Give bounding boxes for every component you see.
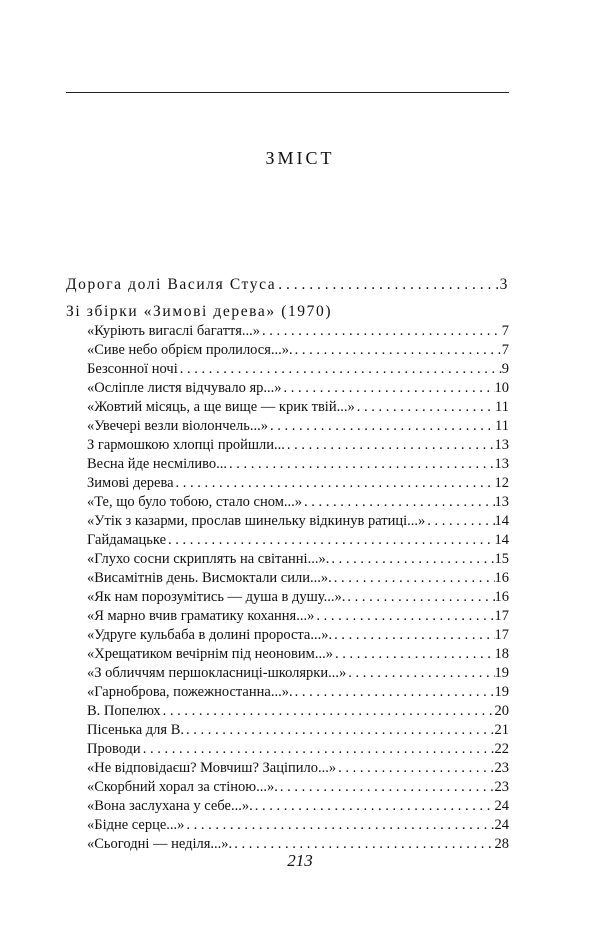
toc-entry[interactable] xyxy=(66,341,509,360)
toc-entry-label: «З обличчям першокласниці-школярки...» xyxy=(87,665,347,681)
toc-entry-page: 15 xyxy=(494,551,509,567)
dot-leader xyxy=(184,721,494,740)
dot-leader xyxy=(174,474,495,493)
dot-leader xyxy=(293,683,495,702)
dot-leader xyxy=(333,645,495,664)
toc-entry[interactable] xyxy=(66,702,509,721)
toc-entry-label: «Увечері везли віолончель...» xyxy=(87,418,268,434)
dot-leader xyxy=(166,531,494,550)
toc-entry-label: «Сьогодні — неділя...». xyxy=(87,836,233,852)
toc-entry[interactable] xyxy=(66,683,509,702)
table-of-contents xyxy=(66,274,509,854)
toc-entry-label: «Жовтий місяць, а ще вище — крик твій...» xyxy=(87,399,355,415)
toc-entry-page: 3 xyxy=(499,276,509,293)
toc-entry-page: 14 xyxy=(494,513,509,529)
toc-entry-label: «Я марно вчив граматику кохання...» xyxy=(87,608,315,624)
toc-entry-label: Гайдамацьке xyxy=(87,532,167,548)
dot-leader xyxy=(332,626,494,645)
toc-entry[interactable] xyxy=(66,797,509,816)
toc-entry[interactable] xyxy=(66,550,509,569)
toc-entry-page: 9 xyxy=(501,361,509,377)
toc-entry[interactable] xyxy=(66,664,509,683)
toc-entry-page: 10 xyxy=(494,380,509,396)
page-number: 213 xyxy=(287,851,313,870)
toc-entries-list xyxy=(66,322,509,854)
toc-entry-label: «Сиве небо обрієм пролилося...». xyxy=(87,342,293,358)
dot-leader xyxy=(253,797,495,816)
toc-entry[interactable] xyxy=(66,417,509,436)
toc-entry[interactable] xyxy=(66,569,509,588)
toc-entry[interactable] xyxy=(66,588,509,607)
dot-leader xyxy=(346,664,494,683)
toc-entry[interactable] xyxy=(66,493,509,512)
toc-entry-label: Весна йде несміливо... xyxy=(87,456,227,472)
toc-entry[interactable] xyxy=(66,645,509,664)
dot-leader xyxy=(336,759,494,778)
dot-leader xyxy=(314,607,494,626)
toc-entry[interactable] xyxy=(66,436,509,455)
dot-leader xyxy=(285,436,495,455)
toc-entry-page: 28 xyxy=(494,836,509,852)
toc-entry-page: 22 xyxy=(494,741,509,757)
toc-entry[interactable] xyxy=(66,740,509,759)
toc-entry-label: «Удруге кульбаба в долині пророста...». xyxy=(87,627,333,643)
dot-leader xyxy=(302,493,494,512)
toc-entry-page: 24 xyxy=(494,817,509,833)
toc-entry[interactable] xyxy=(66,322,509,341)
dot-leader xyxy=(141,740,495,759)
toc-entry-page: 16 xyxy=(494,589,509,605)
toc-entry[interactable] xyxy=(66,360,509,379)
toc-entry-label: Проводи xyxy=(87,741,141,757)
toc-entry-label: «Гарноброва, пожежностанна...». xyxy=(87,684,293,700)
toc-entry-page: 12 xyxy=(494,475,509,491)
toc-entry-page: 19 xyxy=(494,665,509,681)
toc-entry-label: «Як нам порозумітись — душа в душу...». xyxy=(87,589,346,605)
page-title: ЗМІСТ xyxy=(265,148,335,168)
dot-leader xyxy=(282,379,495,398)
toc-entry-page: 13 xyxy=(494,456,509,472)
toc-entry-page: 13 xyxy=(494,494,509,510)
toc-section-label: Зі збірки «Зимові дерева» (1970) xyxy=(66,303,333,320)
toc-entry-label: «Хрещатиком вечірнім під неоновим...» xyxy=(87,646,333,662)
toc-entry-label: «Висамітнів день. Висмоктали сили...». xyxy=(87,570,332,586)
toc-entry[interactable] xyxy=(66,398,509,417)
toc-entry-label: Зимові дерева xyxy=(87,475,174,491)
toc-entry-label: Безсонної ночі xyxy=(87,361,178,377)
toc-entry-label: В. Попелюх xyxy=(87,703,161,719)
toc-entry[interactable] xyxy=(66,379,509,398)
toc-entry-label: «Утік з казарми, прослав шинельку відкинув ратиці...» xyxy=(87,513,426,529)
toc-entry-intro[interactable] xyxy=(66,274,509,295)
toc-entry[interactable] xyxy=(66,759,509,778)
toc-entry-label: З гармошкою хлопці пройшли... xyxy=(87,437,285,453)
toc-entry-page: 17 xyxy=(494,627,509,643)
toc-entry-label: «Те, що було тобою, стало сном...» xyxy=(87,494,303,510)
toc-section-heading xyxy=(66,301,509,322)
toc-entry-page: 11 xyxy=(495,418,509,434)
toc-entry-page: 24 xyxy=(494,798,509,814)
toc-entry-label: «Бідне серце...» xyxy=(87,817,185,833)
toc-entry-label: «Осліпле листя відчувало яр...» xyxy=(87,380,282,396)
toc-entry[interactable] xyxy=(66,474,509,493)
toc-entry-page: 13 xyxy=(494,437,509,453)
toc-entry[interactable] xyxy=(66,816,509,835)
dot-leader xyxy=(178,360,502,379)
toc-entry-page: 16 xyxy=(494,570,509,586)
toc-entry-page: 7 xyxy=(501,342,509,358)
dot-leader xyxy=(332,569,495,588)
dot-leader xyxy=(355,398,495,417)
toc-entry-page: 11 xyxy=(495,399,509,415)
toc-entry-label: «Глухо сосни скриплять на світанні...». xyxy=(87,551,330,567)
toc-entry[interactable] xyxy=(66,512,509,531)
dot-leader xyxy=(276,274,499,295)
toc-entry-page: 23 xyxy=(494,779,509,795)
toc-entry-page: 18 xyxy=(494,646,509,662)
dot-leader xyxy=(161,702,495,721)
dot-leader xyxy=(278,778,495,797)
toc-entry-page: 21 xyxy=(494,722,509,738)
toc-entry[interactable] xyxy=(66,778,509,797)
toc-entry-page: 14 xyxy=(494,532,509,548)
dot-leader xyxy=(268,417,495,436)
toc-entry-label: «Куріють вигаслі багаття...» xyxy=(87,323,260,339)
toc-entry-page: 23 xyxy=(494,760,509,776)
toc-entry-label: Пісенька для В. xyxy=(87,722,185,738)
toc-entry[interactable] xyxy=(66,607,509,626)
toc-entry[interactable] xyxy=(66,531,509,550)
toc-entry-page: 7 xyxy=(501,323,509,339)
toc-entry[interactable] xyxy=(66,626,509,645)
dot-leader xyxy=(184,816,494,835)
toc-entry-label: Дорога долі Василя Стуса xyxy=(66,276,277,293)
dot-leader xyxy=(425,512,494,531)
dot-leader xyxy=(260,322,502,341)
dot-leader xyxy=(345,588,494,607)
toc-entry[interactable] xyxy=(66,721,509,740)
toc-entry-page: 19 xyxy=(494,684,509,700)
dot-leader xyxy=(227,455,495,474)
toc-entry-page: 20 xyxy=(494,703,509,719)
toc-entry-label: «Вона заслухана у себе...». xyxy=(87,798,253,814)
toc-entry[interactable] xyxy=(66,455,509,474)
toc-entry-page: 17 xyxy=(494,608,509,624)
toc-entry-label: «Не відповідаєш? Мовчиш? Заціпило...» xyxy=(87,760,337,776)
dot-leader xyxy=(293,341,502,360)
dot-leader xyxy=(329,550,494,569)
header-rule xyxy=(66,92,509,93)
toc-entry-label: «Скорбний хорал за стіною...». xyxy=(87,779,278,795)
